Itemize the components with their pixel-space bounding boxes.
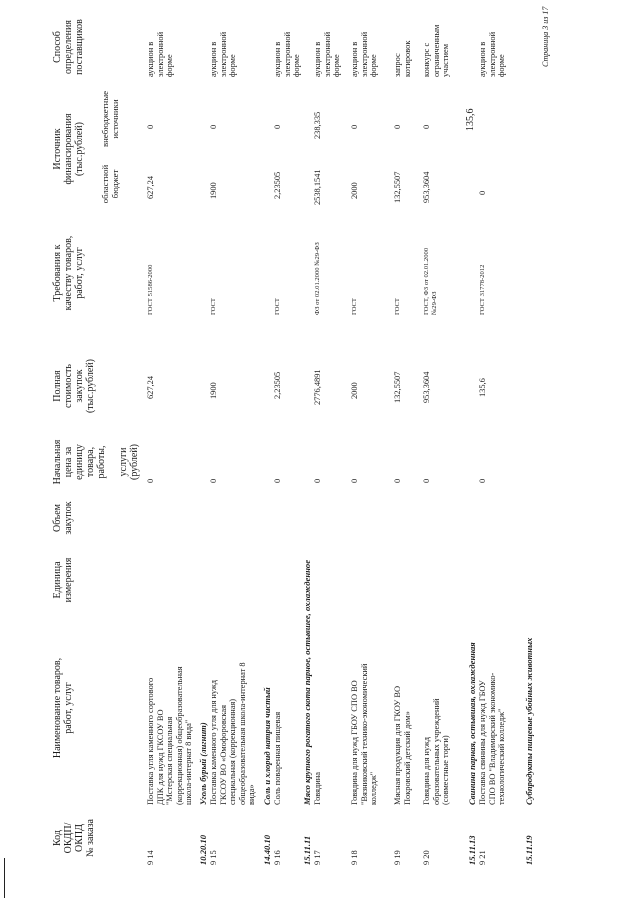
row-funding-extra: 0: [273, 124, 282, 129]
section-title: Свинина парная, остывшая, охлажденная: [467, 642, 477, 805]
row-method: аукцион в электронной форме: [209, 31, 238, 77]
row-initial-price: 0: [350, 478, 359, 483]
row-funding-regional: 2538,1541: [313, 169, 322, 205]
row-method: запрос котировок: [393, 40, 412, 77]
row-number: 9 18: [350, 850, 359, 865]
row-name: Говядина: [313, 772, 322, 805]
header-funding-regional: областной бюджет: [100, 164, 120, 204]
section-code: 14.40.10: [262, 834, 272, 865]
row-funding-extra: 135,6: [465, 108, 476, 131]
row-method: аукцион в электронной форме: [350, 31, 379, 77]
row-funding-regional: 132,5507: [393, 171, 402, 203]
row-requirements: ГОСТ: [394, 298, 401, 315]
row-requirements: ГОСТ: [210, 298, 217, 315]
row-funding-extra: 0: [146, 124, 155, 129]
row-name: Мясная продукция для ГКОУ ВО Покровский детский дом»: [393, 685, 412, 805]
row-initial-price: 0: [209, 478, 218, 483]
row-initial-price: 0: [146, 478, 155, 483]
row-funding-extra: 238,335: [313, 111, 322, 139]
row-method: аукцион в электронной форме: [478, 31, 507, 77]
header-funding-extra: внебюджетные источники: [100, 90, 120, 148]
row-method: конкурс с ограниченным участием: [422, 24, 451, 77]
row-requirements: ГОСТ 51586-2000: [147, 264, 154, 315]
header-unit: Единица измерения: [52, 557, 74, 603]
row-number: 9 16: [273, 850, 282, 865]
row-name: Поставка угля каменного сортового ДПК для нужд ГКСОУ ВО "Мстерская специальная (коррекционная) общеобразовательная школа-интернат 8 вида": [146, 666, 194, 805]
row-name: Поставка каменного угля для нужд ГКСОУ ВО «Омофоровская специальная (коррекционная) общеобразовательная школа-интернат 8 вида»: [209, 662, 257, 805]
header-requirements: Требования к качеству товаров, работ, услуг: [52, 235, 85, 311]
row-initial-price: 0: [273, 478, 282, 483]
row-number: 9 15: [209, 850, 218, 865]
row-method: аукцион в электронной форме: [313, 31, 342, 77]
row-total-cost: 2776,4891: [313, 369, 322, 405]
row-funding-extra: 0: [422, 124, 431, 129]
row-total-cost: 2,23505: [273, 371, 282, 399]
header-volume: Объем закупок: [52, 501, 74, 535]
row-name: Поставка свинины для нужд ГБОУ СПО ВО "Владимирский экономико- технологический колледж": [478, 672, 507, 805]
row-number: 9 14: [146, 850, 155, 865]
row-initial-price: 0: [422, 478, 431, 483]
section-code: 15.11.11: [302, 835, 312, 865]
row-funding-regional: 953,3604: [422, 171, 431, 203]
row-funding-extra: 0: [209, 124, 218, 129]
row-method: аукцион в электронной форме: [146, 31, 175, 77]
section-code: 15.11.19: [524, 835, 534, 865]
page-number: Страница 3 из 17: [541, 6, 550, 67]
row-total-cost: 135,6: [478, 378, 487, 397]
row-funding-regional: 627,24: [146, 175, 155, 199]
row-funding-extra: 0: [350, 124, 359, 129]
row-number: 9 19: [393, 850, 402, 865]
header-method: Способ определения поставщиков: [52, 19, 85, 75]
row-number: 9 21: [478, 850, 487, 865]
row-funding-extra: 0: [393, 124, 402, 129]
row-initial-price: 0: [478, 478, 487, 483]
row-total-cost: 2000: [350, 382, 359, 399]
section-title: Субпродукты пищевые убойных животных: [524, 637, 534, 805]
section-title: Соль и хлорид натрия чистый: [262, 687, 272, 805]
row-total-cost: 1900: [209, 382, 218, 399]
row-total-cost: 132,5507: [393, 371, 402, 403]
row-total-cost: 953,3604: [422, 371, 431, 403]
row-number: 9 17: [313, 850, 322, 865]
row-initial-price: 0: [313, 478, 322, 483]
section-title: Уголь бурый (лигнит): [198, 722, 208, 805]
row-name: Соль поваренная пищевая: [273, 711, 282, 805]
section-title: Мясо крупного рогатого скота парное, остывшее, охлажденное: [302, 559, 312, 805]
row-requirements: ГОСТ 31778-2012: [479, 264, 486, 315]
row-funding-regional: 1900: [209, 182, 218, 199]
row-number: 9 20: [422, 850, 431, 865]
row-requirements: ГОСТ: [351, 298, 358, 315]
row-requirements: ГОСТ, ФЗ от 02.01.2000 №29-ФЗ: [423, 247, 438, 315]
row-name: Говядина для нужд образовательных учреждений (совместные торги): [422, 698, 451, 805]
row-funding-regional: 2,23505: [273, 171, 282, 199]
row-funding-regional: 2000: [350, 182, 359, 199]
row-initial-price: 0: [393, 478, 402, 483]
row-name: Говядина для нужд ГБОУ СПО ВО "Вязниковский технико-экономический колледж": [350, 663, 379, 805]
section-code: 15.11.13: [467, 835, 477, 865]
header-funding: Источник финансирования (тыс.рублей): [52, 113, 85, 185]
row-requirements: ФЗ от 02.01.2000 №29-ФЗ: [314, 242, 321, 315]
header-total-cost: Полная стоимость закупок (тыс.рублей): [52, 358, 96, 414]
scan-edge-mark: [4, 858, 5, 898]
section-code: 10.20.10: [198, 834, 208, 865]
row-method: аукцион в электронной форме: [273, 31, 302, 77]
header-code: Код ОКДП/ ОКПД № заказа: [52, 819, 96, 857]
row-requirements: ГОСТ: [274, 298, 281, 315]
header-name: Наименование товаров, работ, услуг: [52, 657, 74, 759]
header-initial-price: Начальная цена за единицу товара, работы, услуги (рублей): [52, 439, 140, 485]
row-funding-regional: 0: [478, 190, 487, 195]
row-total-cost: 627,24: [146, 375, 155, 399]
